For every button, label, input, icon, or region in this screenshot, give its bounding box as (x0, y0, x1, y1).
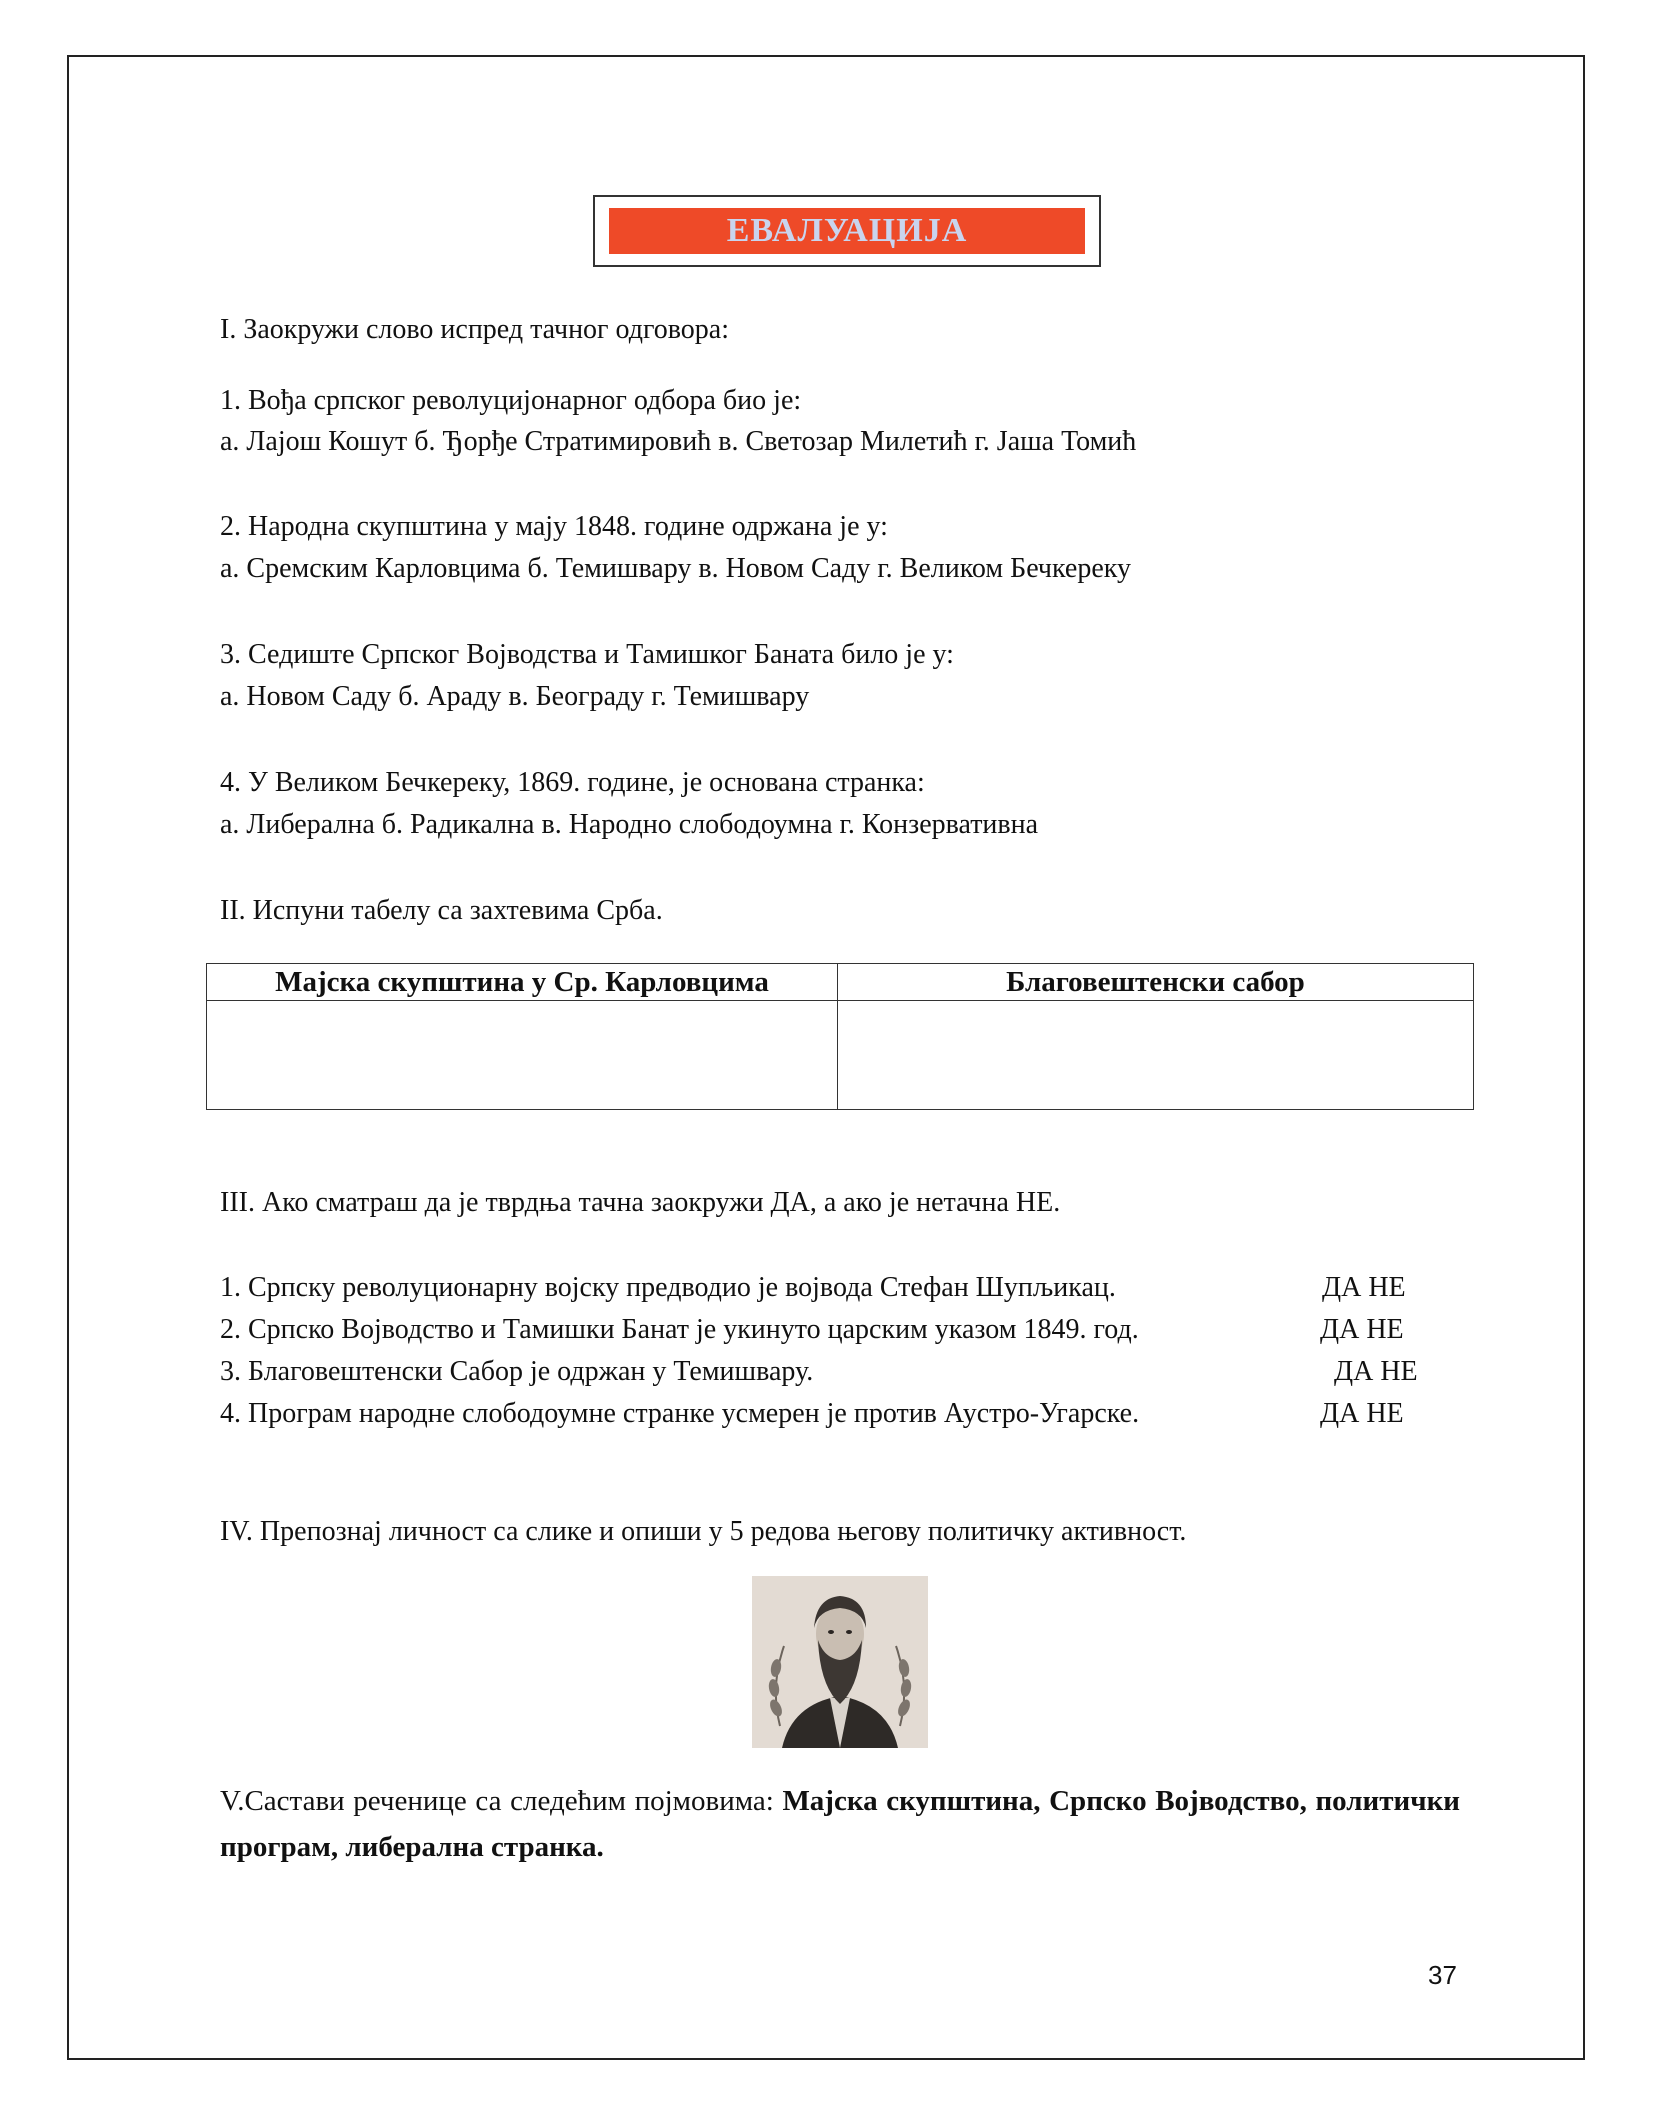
yes-no-1[interactable]: ДА НЕ (1322, 1272, 1406, 1303)
section5-lead: V.Састави реченице са следећим појмовима: (220, 1785, 783, 1817)
yes-no-4[interactable]: ДА НЕ (1320, 1398, 1404, 1429)
statement-2: 2. Српско Војводство и Тамишки Банат је укинуто царским указом 1849. год. (220, 1314, 1139, 1345)
table-cell-right[interactable] (838, 1001, 1474, 1110)
page-title: ЕВАЛУАЦИЈА (726, 212, 968, 249)
answers-4: а. Либерална б. Радикална в. Народно слободоумна г. Конзервативна (220, 809, 1039, 840)
portrait-image (752, 1576, 928, 1748)
section4-heading: IV. Препознај личност са слике и опиши у 5 редова његову политичку активност. (220, 1516, 1187, 1547)
yes-no-3[interactable]: ДА НЕ (1334, 1356, 1418, 1387)
question-3: 3. Седиште Српског Војводства и Тамишког Баната било је у: (220, 639, 954, 670)
answers-1: а. Лајош Кошут б. Ђорђе Стратимировић в. Светозар Милетић г. Јаша Томић (220, 426, 1137, 457)
question-2: 2. Народна скупштина у мају 1848. године одржана је у: (220, 511, 888, 542)
section5-terms: Мајска скупштина, Српско Војводство, политички програм, либерална странка. (220, 1785, 1460, 1863)
statement-3: 3. Благовештенски Сабор је одржан у Темишвару. (220, 1356, 814, 1387)
title-banner (609, 208, 1085, 254)
question-4: 4. У Великом Бечкереку, 1869. године, је основана странка: (220, 767, 925, 798)
section3-heading: III. Ако сматраш да је тврдња тачна заокружи ДА, а ако је нетачна НЕ. (220, 1187, 1061, 1218)
statement-4: 4. Програм народне слободоумне странке усмерен је против Аустро-Угарске. (220, 1398, 1140, 1429)
yes-no-2[interactable]: ДА НЕ (1320, 1314, 1404, 1345)
table-cell-left[interactable] (207, 1001, 838, 1110)
question-1: 1. Вођа српског револуцијонарног одбора био је: (220, 385, 802, 416)
table-header-left: Мајска скупштина у Ср. Карловцима (207, 964, 838, 1001)
requirements-table (206, 963, 1474, 1110)
page-number: 37 (1428, 1960, 1457, 1990)
answers-3: а. Новом Саду б. Араду в. Београду г. Темишвару (220, 681, 810, 712)
section1-heading: I. Заокружи слово испред тачног одговора: (220, 314, 730, 345)
statement-1: 1. Српску револуционарну војску предводио је војвода Стефан Шупљикац. (220, 1272, 1116, 1303)
table-header-right: Благовештенски сабор (838, 964, 1474, 1001)
title-box (593, 195, 1101, 267)
section5-text (220, 1778, 1460, 1870)
section2-heading: II. Испуни табелу са захтевима Срба. (220, 895, 663, 926)
answers-2: а. Сремским Карловцима б. Темишвару в. Новом Саду г. Великом Бечкереку (220, 553, 1131, 584)
